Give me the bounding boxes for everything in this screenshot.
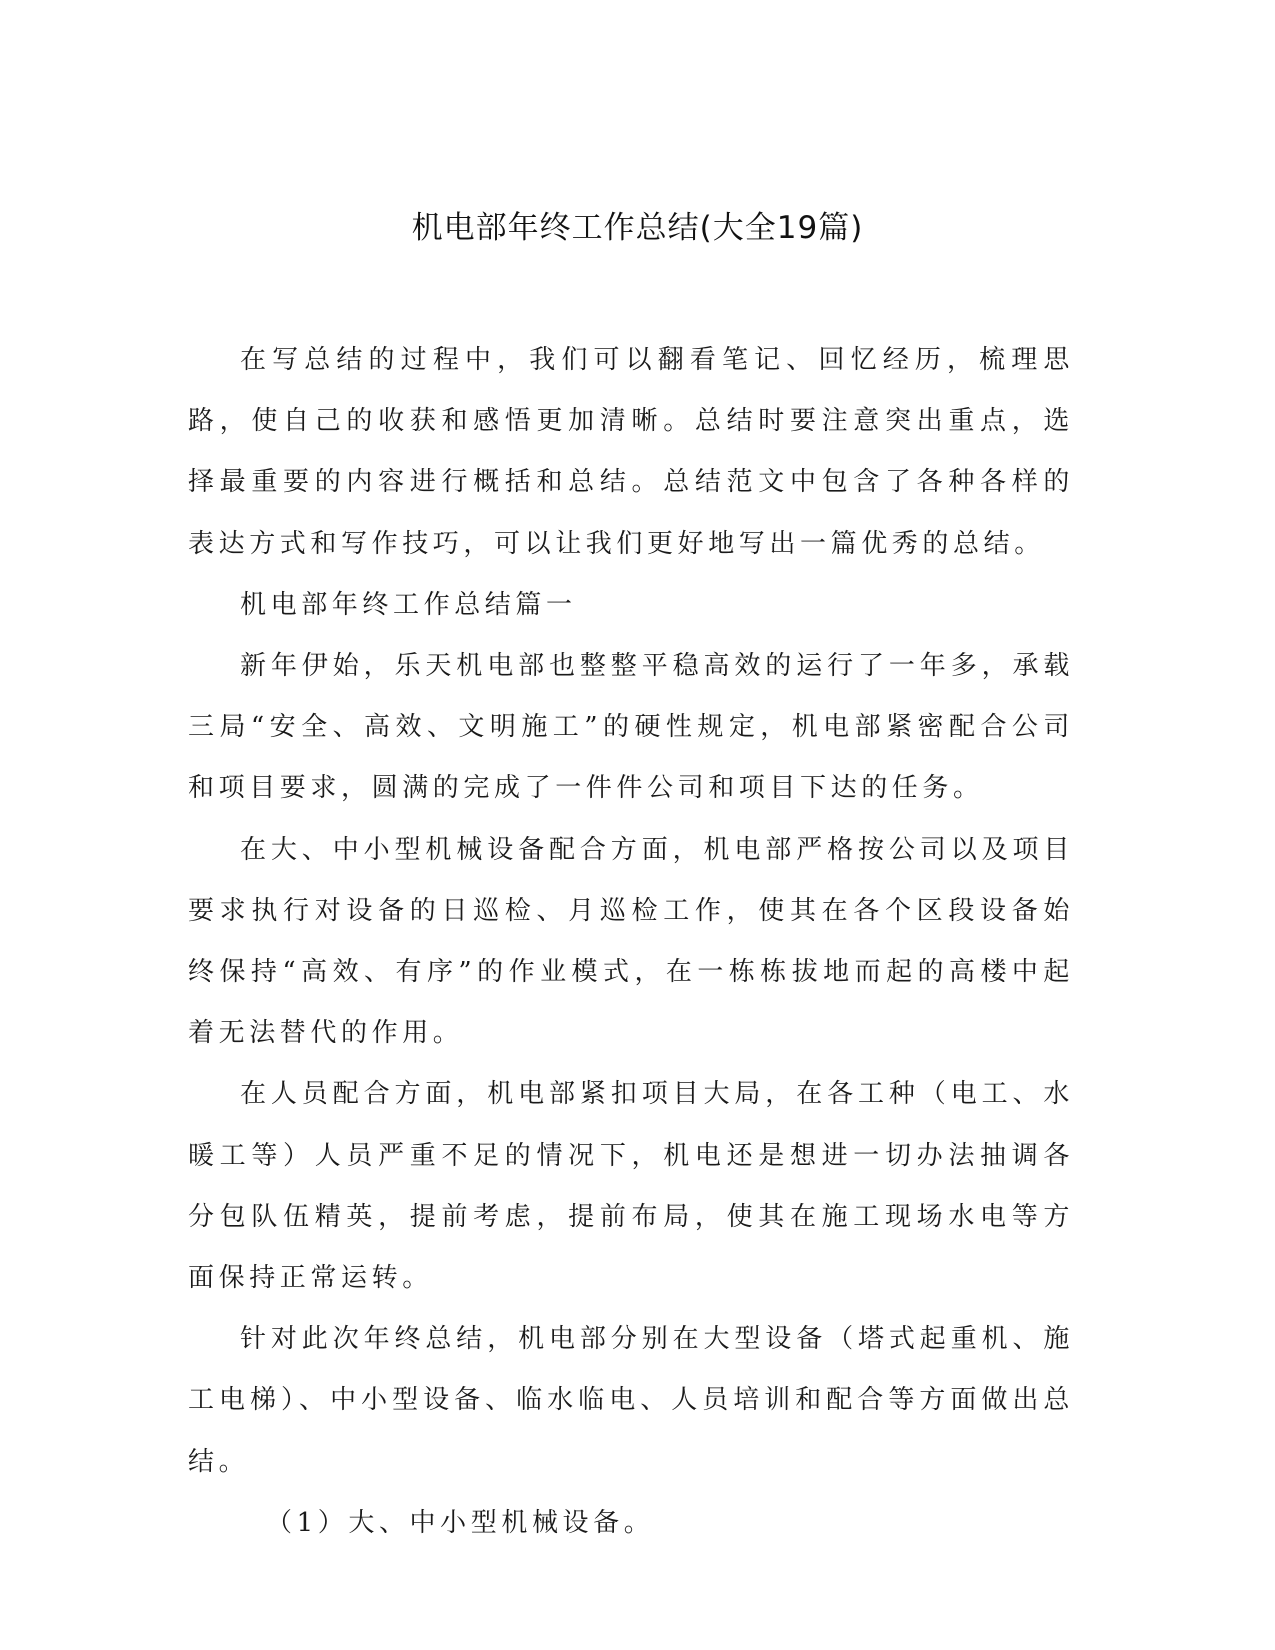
paragraph-2: 在大、中小型机械设备配合方面，机电部严格按公司以及项目要求执行对设备的日巡检、月巡检工作，使其在各个区段设备始终保持“高效、有序”的作业模式，在一栋栋拔地而起的高楼中起着无法替代的作用。 <box>188 834 1074 1049</box>
document-body <box>188 330 1074 1554</box>
document-title: 机电部年终工作总结(大全19篇) <box>411 210 864 246</box>
paragraph-4: 针对此次年终总结，机电部分别在大型设备（塔式起重机、施工电梯）、中小型设备、临水临电、人员培训和配合等方面做出总结。 <box>188 1324 1074 1477</box>
paragraph-1: 新年伊始，乐天机电部也整整平稳高效的运行了一年多，承载三局“安全、高效、文明施工”的硬性规定，机电部紧密配合公司和项目要求，圆满的完成了一件件公司和项目下达的任务。 <box>188 651 1074 804</box>
section-heading: 机电部年终工作总结篇一 <box>240 589 577 620</box>
intro-paragraph: 在写总结的过程中，我们可以翻看笔记、回忆经历，梳理思路，使自己的收获和感悟更加清晰。总结时要注意突出重点，选择最重要的内容进行概括和总结。总结范文中包含了各种各样的表达方式和写作技巧，可以让我们更好地写出一篇优秀的总结。 <box>188 345 1074 559</box>
subsection-heading: （1）大、中小型机械设备。 <box>266 1507 655 1538</box>
paragraph-3: 在人员配合方面，机电部紧扣项目大局，在各工种（电工、水暖工等）人员严重不足的情况下，机电还是想进一切办法抽调各分包队伍精英，提前考虑，提前布局，使其在施工现场水电等方面保持正常运转。 <box>188 1079 1074 1294</box>
